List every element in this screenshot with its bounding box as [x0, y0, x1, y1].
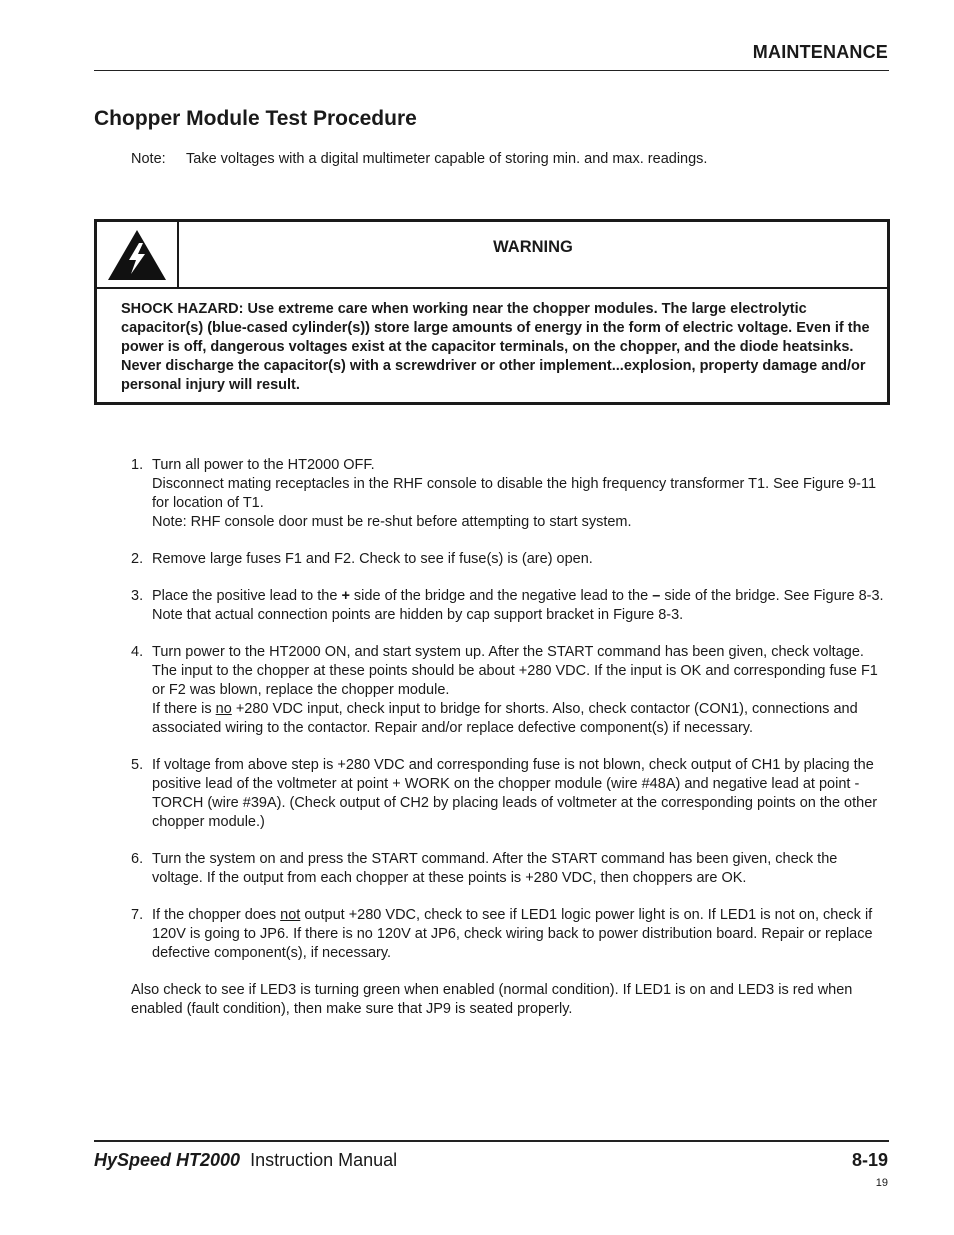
underlined-word: no	[215, 701, 232, 717]
section-header: MAINTENANCE	[752, 42, 888, 62]
text-span: output +280 VDC, check to see if LED1 logic power light is on. If LED1 is not on, check if 120V is going to JP6. If there is no 120V at JP6, check wiring back to power distribution board. Repair or replace defective component(s), if necessary.	[152, 907, 873, 961]
footer-title	[94, 1150, 397, 1171]
step-number: 2.	[131, 551, 144, 567]
plus-sign: +	[341, 588, 350, 604]
page-title: Chopper Module Test Procedure	[94, 107, 417, 130]
footer-brand: HySpeed HT2000	[94, 1150, 241, 1170]
step-text: Remove large fuses F1 and F2. Check to see if fuse(s) is (are) open.	[152, 551, 593, 567]
step-text	[152, 587, 889, 625]
note-label: Note:	[131, 151, 166, 167]
step-number: 5.	[131, 757, 144, 773]
warning-text: SHOCK HAZARD: Use extreme care when working near the chopper modules. The large electrolytic capacitor(s) (blue-cased cylinder(s)) store large amounts of energy in the form of electric voltage. Even if the power is off, dangerous voltages exist at the capacitor terminals, on the chopper, and the diode heatsinks. Never discharge the capacitor(s) with a screwdriver or other implement...explosion, property damage and/or personal injury will result.	[121, 301, 870, 393]
warning-icon-cell	[97, 222, 179, 287]
minus-sign: –	[652, 588, 661, 604]
step-text: Turn the system on and press the START command. After the START command has been given, check the voltage. If the output from each chopper at these points is +280 VDC, then choppers are OK.	[152, 851, 838, 886]
step-text	[152, 700, 889, 738]
shock-hazard-icon	[107, 229, 167, 281]
folio-number: 19	[875, 1177, 888, 1189]
step-text: Disconnect mating receptacles in the RHF console to disable the high frequency transformer T1. See Figure 9-11 for location of T1.	[152, 476, 877, 511]
step-text: Turn all power to the HT2000 OFF.	[152, 457, 375, 473]
step-number: 4.	[131, 644, 144, 660]
text-span: side of the bridge. See Figure 8-3. Note that actual connection points are hidden by cap support bracket in Figure 8-3.	[152, 588, 884, 623]
step-text: If voltage from above step is +280 VDC and corresponding fuse is not blown, check output of CH1 by placing the positive lead of the voltmeter at point + WORK on the chopper module (wire #48A) and negative lead at point - TORCH (wire #39A). (Check output of CH2 by placing leads of voltmeter at the corresponding points on the other chopper module.)	[152, 757, 878, 830]
note-text: Take voltages with a digital multimeter capable of storing min. and max. readings.	[186, 151, 708, 167]
closing-paragraph: Also check to see if LED3 is turning green when enabled (normal condition). If LED1 is on and LED3 is red when enabled (fault condition), then make sure that JP9 is seated properly.	[131, 982, 853, 1017]
step-6	[131, 850, 889, 888]
step-5	[131, 756, 889, 832]
step-1	[131, 456, 889, 532]
text-span: If there is	[152, 701, 216, 717]
note	[131, 151, 707, 167]
step-number: 6.	[131, 851, 144, 867]
text-span: +280 VDC input, check input to bridge for shorts. Also, check contactor (CON1), connections and associated wiring to the contactor. Repair and/or replace defective component(s) if necessary.	[152, 701, 858, 736]
step-number: 7.	[131, 907, 144, 923]
step-7	[131, 906, 889, 963]
warning-box	[94, 219, 890, 405]
step-text	[152, 906, 889, 963]
warning-title: WARNING	[493, 238, 573, 256]
procedure-steps	[131, 456, 889, 981]
step-note: Note: RHF console door must be re-shut before attempting to start system.	[152, 514, 632, 530]
step-number: 3.	[131, 588, 144, 604]
step-number: 1.	[131, 457, 144, 473]
header-rule	[94, 70, 889, 71]
underlined-word: not	[280, 907, 301, 923]
step-text: Turn power to the HT2000 ON, and start system up. After the START command has been given, check voltage. The input to the chopper at these points should be about +280 VDC. If the input is OK and corresponding fuse F1 or F2 was blown, replace the chopper module.	[152, 644, 878, 698]
text-span: side of the bridge and the negative lead to the	[349, 588, 653, 604]
page-number: 8-19	[851, 1150, 888, 1170]
step-2	[131, 550, 889, 569]
text-span: If the chopper does	[152, 907, 281, 923]
step-4	[131, 643, 889, 738]
footer-rule	[94, 1140, 889, 1142]
text-span: Place the positive lead to the	[152, 588, 342, 604]
footer-manual: Instruction Manual	[250, 1150, 398, 1170]
step-3	[131, 587, 889, 625]
warning-header	[97, 222, 887, 289]
